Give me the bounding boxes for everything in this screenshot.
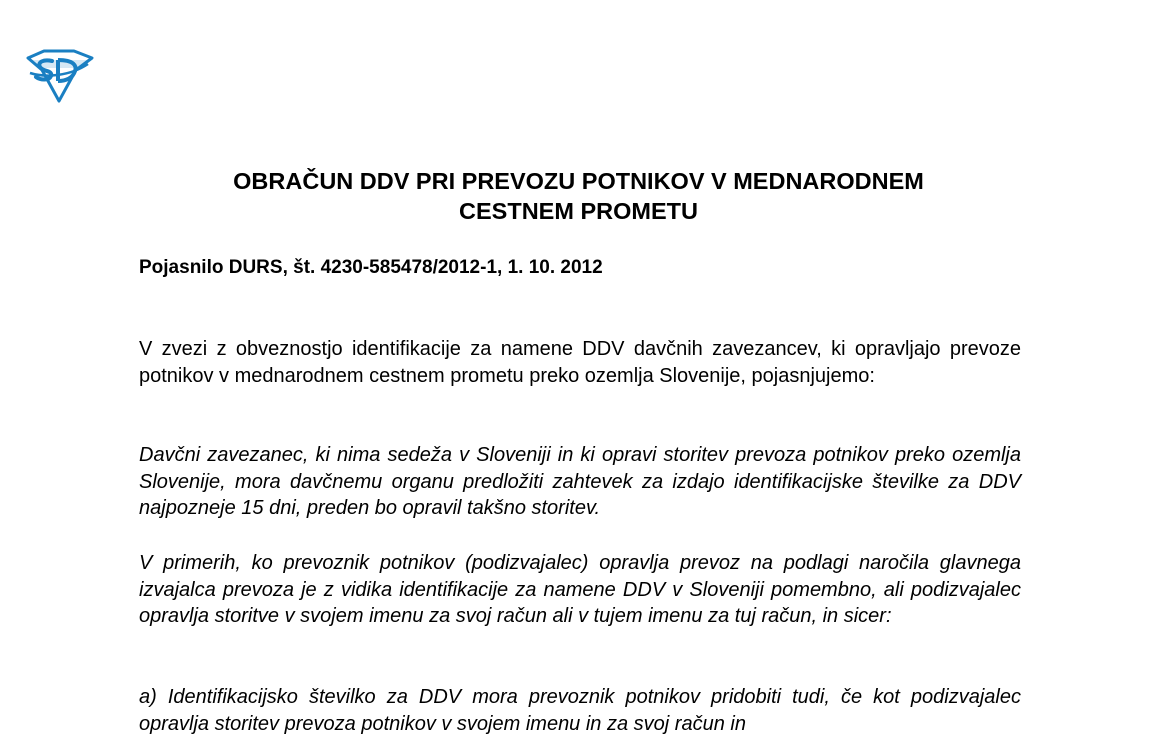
document-reference: Pojasnilo DURS, št. 4230-585478/2012-1, 1. 10. 2012 [139, 257, 603, 278]
document-title [0, 166, 1157, 226]
paragraph-taxpayer-requirement: Davčni zavezanec, ki nima sedeža v Sloveniji in ki opravi storitev prevoza potnikov preko ozemlja Slovenije, mora davčnemu organu predložiti zahtevek za izdajo identifikacijske številke za DDV najpozneje 15 dni, preden bo opravil takšno storitev. [139, 444, 1021, 519]
paragraph-subcontractor-cases: V primerih, ko prevoznik potnikov (podizvajalec) opravlja prevoz na podlagi naročila glavnega izvajalca prevoza je z vidika identifikacije za namene DDV v Sloveniji pomembno, ali podizvajalec opravlja storitve v svojem imenu za svoj račun ali v tujem imenu za tuj račun, in sicer: [139, 552, 1021, 627]
paragraph-intro: V zvezi z obveznostjo identifikacije za namene DDV davčnih zavezancev, ki opravljajo prevoze potnikov v mednarodnem cestnem prometu preko ozemlja Slovenije, pojasnjujemo: [139, 338, 1021, 387]
company-logo-icon [22, 48, 96, 104]
document-title-line-2: CESTNEM PROMETU [459, 198, 698, 224]
document-title-line-1: OBRAČUN DDV PRI PREVOZU POTNIKOV V MEDNARODNEM [233, 168, 924, 194]
paragraph-case-a: a) Identifikacijsko številko za DDV mora prevoznik potnikov pridobiti tudi, če kot podizvajalec opravlja storitev prevoza potnikov v svojem imenu in za svoj račun in [139, 686, 1021, 735]
